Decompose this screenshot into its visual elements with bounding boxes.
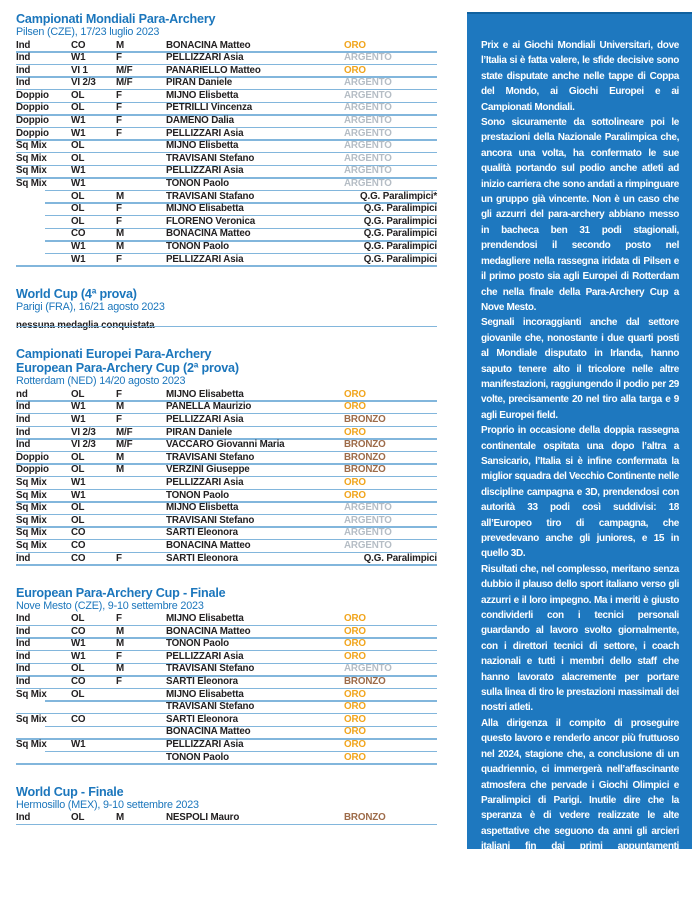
result-row <box>16 452 437 465</box>
result-row <box>16 639 437 652</box>
gender-cell: F <box>116 203 122 215</box>
event-type-cell: Ind <box>16 39 31 51</box>
competition-section <box>16 785 437 826</box>
qualification-cell: Q.G. Paralimpici <box>363 253 437 265</box>
event-type-cell: Sq Mix <box>16 489 47 501</box>
division-cell: OL <box>71 152 85 164</box>
medal-cell: ARGENTO <box>344 514 392 526</box>
division-cell: W1 <box>71 52 86 64</box>
event-type-cell: Ind <box>16 613 31 625</box>
athlete-name-cell: BONACINA Matteo <box>166 726 251 738</box>
result-row <box>16 90 437 103</box>
result-row <box>16 528 437 541</box>
editorial-text <box>481 38 679 901</box>
division-cell: W1 <box>71 253 86 265</box>
result-row <box>16 254 437 267</box>
division-cell: CO <box>71 625 86 637</box>
division-cell: W1 <box>71 401 86 413</box>
gender-cell: M <box>116 401 125 413</box>
gender-cell: M <box>116 39 125 51</box>
gender-cell: M <box>116 638 125 650</box>
result-row <box>16 128 437 141</box>
results-column <box>16 12 437 845</box>
medal-cell: BRONZO <box>344 451 386 463</box>
athlete-name-cell: MIJNO Elisabetta <box>166 688 244 700</box>
event-type-cell: Doppio <box>16 464 49 476</box>
division-cell: W1 <box>71 165 86 177</box>
athlete-name-cell: PELLIZZARI Asia <box>166 413 244 425</box>
result-row <box>16 477 437 490</box>
athlete-name-cell: MIJNO Elisabetta <box>166 388 244 400</box>
result-row <box>16 503 437 516</box>
row-separator-line <box>16 763 437 764</box>
qualification-cell: Q.G. Paralimpici <box>363 241 437 252</box>
athlete-name-cell: TRAVISANI Stefano <box>166 152 255 164</box>
gender-cell: F <box>116 127 122 139</box>
athlete-name-cell: PETRILLI Vincenza <box>166 102 253 114</box>
result-row <box>16 490 437 503</box>
medal-cell: BRONZO <box>344 676 386 688</box>
result-row <box>16 53 437 66</box>
result-row <box>16 402 437 415</box>
division-cell: OL <box>71 613 85 625</box>
event-type-cell: Ind <box>16 625 31 637</box>
division-cell: CO <box>71 39 86 51</box>
event-type-cell: Ind <box>16 663 31 675</box>
result-row <box>16 614 437 627</box>
athlete-name-cell: VACCARO Giovanni Maria <box>166 439 285 451</box>
athlete-name-cell: TRAVISANI Stefano <box>166 663 255 675</box>
section-title: European Para-Archery Cup - Finale <box>16 585 226 600</box>
gender-cell: F <box>116 115 122 127</box>
medal-cell: ARGENTO <box>344 89 392 101</box>
result-row <box>16 427 437 440</box>
competition-section <box>16 287 437 328</box>
medal-cell: ARGENTO <box>344 178 392 190</box>
qualification-cell: Q.G. Paralimpici <box>363 215 437 227</box>
medal-cell: ORO <box>344 625 366 637</box>
division-cell: CO <box>71 676 86 688</box>
medal-cell: ORO <box>344 426 366 438</box>
athlete-name-cell: MIJNO Elisbetta <box>166 140 239 152</box>
division-cell: VI 1 <box>71 64 88 76</box>
division-cell: CO <box>71 713 86 725</box>
medal-cell: ORO <box>344 613 366 625</box>
division-cell: OL <box>71 451 85 463</box>
result-row <box>16 389 437 402</box>
event-type-cell: Doppio <box>16 451 49 463</box>
medal-cell: ARGENTO <box>344 115 392 127</box>
division-cell: CO <box>71 539 86 551</box>
event-type-cell: Sq Mix <box>16 476 47 488</box>
division-cell: OL <box>71 688 85 700</box>
result-row <box>16 166 437 179</box>
event-type-cell: Doppio <box>16 115 49 127</box>
result-row <box>16 553 437 566</box>
division-cell: W1 <box>71 241 86 252</box>
gender-cell: M/F <box>116 64 133 76</box>
athlete-name-cell: TRAVISANI Stafano <box>166 190 255 202</box>
result-row <box>16 651 437 664</box>
gender-cell: M <box>116 625 125 637</box>
athlete-name-cell: BONACINA Matteo <box>166 539 251 551</box>
event-type-cell: Ind <box>16 638 31 650</box>
gender-cell: M/F <box>116 439 133 451</box>
division-cell: CO <box>71 228 86 240</box>
division-cell: VI 2/3 <box>71 439 96 451</box>
division-cell: W1 <box>71 115 86 127</box>
division-cell: W1 <box>71 178 86 190</box>
medal-cell: BRONZO <box>344 413 386 425</box>
result-row <box>16 204 437 217</box>
result-row <box>16 626 437 639</box>
event-type-cell: Sq Mix <box>16 165 47 177</box>
medal-cell: ORO <box>344 64 366 76</box>
gender-cell: M/F <box>116 77 133 89</box>
gender-cell: F <box>116 253 122 265</box>
athlete-name-cell: PELLIZZARI Asia <box>166 127 244 139</box>
athlete-name-cell: MIJNO Elisabetta <box>166 613 244 625</box>
event-type-cell: Ind <box>16 650 31 662</box>
event-type-cell: Ind <box>16 676 31 688</box>
qualification-cell: Q.G. Paralimpici <box>363 552 437 564</box>
athlete-name-cell: PELLIZZARI Asia <box>166 52 244 64</box>
athlete-name-cell: PELLIZZARI Asia <box>166 253 244 265</box>
athlete-name-cell: MIJNO Elisabetta <box>166 203 244 215</box>
event-type-cell: Ind <box>16 413 31 425</box>
athlete-name-cell: PELLIZZARI Asia <box>166 165 244 177</box>
event-type-cell: Sq Mix <box>16 527 47 539</box>
medal-cell: ARGENTO <box>344 502 392 514</box>
division-cell: OL <box>71 215 85 227</box>
gender-cell: M <box>116 812 125 824</box>
editorial-paragraph: Proprio in occasione della doppia rassegna continentale ospitata una dopo l’altra a Sansicario, l’Italia si è infine confermata la miglior squadra del Vecchio Continente nelle discipline campagna e 3D, prendendosi con autorità 33 podi così suddivisi: 18 all’Europeo tiro di campagna, che prevedevano anche gli juniores, e 15 in quello 3D. <box>481 425 679 560</box>
athlete-name-cell: FLORENO Veronica <box>166 215 256 227</box>
result-row <box>16 515 437 528</box>
medal-cell: ORO <box>344 476 366 488</box>
medal-cell: ORO <box>344 39 366 51</box>
event-type-cell: Ind <box>16 401 31 413</box>
gender-cell: F <box>116 552 122 564</box>
event-type-cell: Sq Mix <box>16 152 47 164</box>
medal-cell: ORO <box>344 751 366 763</box>
result-row <box>16 664 437 677</box>
gender-cell: F <box>116 676 122 688</box>
result-row <box>16 141 437 154</box>
athlete-name-cell: VERZINI Giuseppe <box>166 464 250 476</box>
gender-cell: M <box>116 451 125 463</box>
editorial-paragraph: Risultati che, nel complesso, meritano senza dubbio il plauso dello sport italiano verso gli azzurri e il loro impegno. Ma i meriti è giusto condividerli con i tecnici personali guardando al lavoro svolto giornalmente, con i direttori tecnici di settore, i coach nazionali e tutti i membri dello staff che hanno lavorato alacremente per portare sulla linea di tiro le prestazioni massimali dei nostri atleti. <box>481 563 679 714</box>
competition-section <box>16 347 437 565</box>
medal-cell: BRONZO <box>344 439 386 451</box>
result-row <box>16 465 437 478</box>
athlete-name-cell: BONACINA Matteo <box>166 39 251 51</box>
medal-cell: ARGENTO <box>344 663 392 675</box>
event-type-cell: Sq Mix <box>16 178 47 190</box>
division-cell: OL <box>71 388 85 400</box>
result-row <box>16 242 437 255</box>
section-subtitle: Nove Mesto (CZE), 9-10 settembre 2023 <box>16 599 204 612</box>
athlete-name-cell: TONON Paolo <box>166 751 229 763</box>
athlete-name-cell: SARTI Eleonora <box>166 527 238 539</box>
qualification-cell: Q.G. Paralimpici <box>363 228 437 240</box>
event-type-cell: Sq Mix <box>16 739 47 751</box>
result-row <box>16 689 437 702</box>
medal-cell: BRONZO <box>344 812 386 824</box>
event-type-cell: Sq Mix <box>16 713 47 725</box>
athlete-name-cell: SARTI Eleonora <box>166 713 238 725</box>
division-cell: CO <box>71 552 86 564</box>
result-row <box>16 414 437 427</box>
division-cell: OL <box>71 102 85 114</box>
result-row <box>16 116 437 129</box>
medal-cell: ORO <box>344 489 366 501</box>
athlete-name-cell: PELLIZZARI Asia <box>166 739 244 751</box>
division-cell: OL <box>71 514 85 526</box>
medal-cell: ORO <box>344 388 366 400</box>
result-row <box>16 440 437 453</box>
qualification-cell: Q.G. Paralimpici* <box>360 190 437 202</box>
section-title: World Cup (4ª prova) <box>16 286 137 301</box>
gender-cell: M <box>116 241 125 252</box>
section-subtitle: Parigi (FRA), 16/21 agosto 2023 <box>16 300 165 313</box>
qualification-cell: Q.G. Paralimpici <box>363 203 437 215</box>
event-type-cell: Sq Mix <box>16 502 47 514</box>
division-cell: OL <box>71 663 85 675</box>
medal-cell: ARGENTO <box>344 165 392 177</box>
athlete-name-cell: MIJNO Elisbetta <box>166 502 239 514</box>
division-cell: OL <box>71 89 85 101</box>
medal-cell: ARGENTO <box>344 52 392 64</box>
athlete-name-cell: PIRAN Daniele <box>166 77 233 89</box>
athlete-name-cell: TONON Paolo <box>166 489 229 501</box>
division-cell: OL <box>71 464 85 476</box>
athlete-name-cell: TRAVISANI Stefano <box>166 701 255 713</box>
editorial-paragraph: Alla dirigenza il compito di proseguire questo lavoro e renderlo ancor più fruttuoso nel 2024, stagione che, a conclusione di un quadriennio, ci immergerà nell’affascinante atmosfera che pervade i Giochi Olimpici e Paralimpici di Parigi. Inutile dire che la speranza è di vedere realizzate le alte aspettative che seguono da anni gli arcieri italiani fin dai primi appuntamenti internazionali della nuova stagione per poi vederle sbocciare definitivamente all’Esplanade des Invalides. ● <box>481 717 679 899</box>
competition-section <box>16 586 437 765</box>
event-type-cell: Sq Mix <box>16 514 47 526</box>
row-separator-line <box>16 326 437 327</box>
medal-cell: ARGENTO <box>344 527 392 539</box>
event-type-cell: Sq Mix <box>16 140 47 152</box>
result-row <box>16 191 437 204</box>
division-cell: VI 2/3 <box>71 426 96 438</box>
section-title: Campionati Europei Para-Archery <box>16 347 212 362</box>
event-type-cell: Sq Mix <box>16 539 47 551</box>
medal-cell: ARGENTO <box>344 77 392 89</box>
athlete-name-cell: BONACINA Matteo <box>166 625 251 637</box>
athlete-name-cell: PANARIELLO Matteo <box>166 64 261 76</box>
medal-cell: ORO <box>344 650 366 662</box>
result-row <box>16 752 437 765</box>
section-title-line2: European Para-Archery Cup (2ª prova) <box>16 361 239 376</box>
athlete-name-cell: TONON Paolo <box>166 178 229 190</box>
result-row <box>16 702 437 715</box>
section-title: World Cup - Finale <box>16 784 124 799</box>
section-subtitle: Pilsen (CZE), 17/23 luglio 2023 <box>16 26 160 38</box>
gender-cell: F <box>116 89 122 101</box>
event-type-cell: Doppio <box>16 127 49 139</box>
division-cell: W1 <box>71 650 86 662</box>
result-row <box>16 740 437 753</box>
editorial-box <box>467 12 692 899</box>
gender-cell: F <box>116 613 122 625</box>
medal-cell: ARGENTO <box>344 539 392 551</box>
division-cell: CO <box>71 527 86 539</box>
athlete-name-cell: TONON Paolo <box>166 241 229 252</box>
athlete-name-cell: NESPOLI Mauro <box>166 812 240 824</box>
athlete-name-cell: MIJNO Elisbetta <box>166 89 239 101</box>
medal-cell: ORO <box>344 739 366 751</box>
event-type-cell: Ind <box>16 52 31 64</box>
result-row <box>16 216 437 229</box>
editorial-paragraph: Sono sicuramente da sottolineare poi le prestazioni della Nazionale Paralimpica che, ancora una volta, ha confermato le sue qualità portando sul podio anche atleti ad inizio carriera che sono andati a rimpinguare un gruppo già vincente. Non è un caso che gli azzurri del para-archery abbiano messo in bacheca ben 31 podi stagionali, prendendosi il secondo posto nel medagliere nella rassegna iridata di Pilsen e il primo posto sia agli Europei di Rotterdam che nella finale della Para-Archery Cup a Nove Mesto. <box>481 117 679 313</box>
gender-cell: M <box>116 190 125 202</box>
event-type-cell: Ind <box>16 812 31 824</box>
event-type-cell: Ind <box>16 77 31 89</box>
athlete-name-cell: PANELLA Maurizio <box>166 401 252 413</box>
division-cell: W1 <box>71 638 86 650</box>
medal-cell: ORO <box>344 713 366 725</box>
division-cell: W1 <box>71 489 86 501</box>
division-cell: W1 <box>71 127 86 139</box>
medal-cell: ORO <box>344 688 366 700</box>
athlete-name-cell: TONON Paolo <box>166 638 229 650</box>
row-separator-line <box>16 824 437 825</box>
event-type-cell: Ind <box>16 64 31 76</box>
medal-cell: ARGENTO <box>344 127 392 139</box>
athlete-name-cell: BONACINA Matteo <box>166 228 251 240</box>
division-cell: VI 2/3 <box>71 77 96 89</box>
competition-section <box>16 12 437 267</box>
gender-cell: F <box>116 52 122 64</box>
medal-cell: ARGENTO <box>344 152 392 164</box>
result-row <box>16 727 437 740</box>
section-subtitle: Hermosillo (MEX), 9-10 settembre 2023 <box>16 798 199 811</box>
event-type-cell: nd <box>16 388 28 400</box>
gender-cell: M <box>116 228 125 240</box>
result-row <box>16 78 437 91</box>
event-type-cell: Ind <box>16 426 31 438</box>
event-type-cell: Sq Mix <box>16 688 47 700</box>
athlete-name-cell: DAMENO Dalia <box>166 115 234 127</box>
gender-cell: F <box>116 102 122 114</box>
event-type-cell: Ind <box>16 552 31 564</box>
gender-cell: M <box>116 663 125 675</box>
medal-cell: ARGENTO <box>344 140 392 152</box>
athlete-name-cell: TRAVISANI Stefano <box>166 514 255 526</box>
medal-cell: ARGENTO <box>344 102 392 114</box>
athlete-name-cell: PIRAN Daniele <box>166 426 233 438</box>
event-type-cell: Doppio <box>16 89 49 101</box>
gender-cell: F <box>116 388 122 400</box>
gender-cell: F <box>116 650 122 662</box>
medal-cell: ORO <box>344 701 366 713</box>
division-cell: W1 <box>71 739 86 751</box>
result-row <box>16 103 437 116</box>
division-cell: OL <box>71 140 85 152</box>
row-separator-line <box>16 265 437 266</box>
event-type-cell: Doppio <box>16 102 49 114</box>
no-medal-note-row <box>16 315 437 328</box>
result-row <box>16 153 437 166</box>
medal-cell: ORO <box>344 726 366 738</box>
division-cell: W1 <box>71 476 86 488</box>
event-type-cell: Ind <box>16 439 31 451</box>
division-cell: OL <box>71 203 85 215</box>
result-row <box>16 65 437 78</box>
athlete-name-cell: PELLIZZARI Asia <box>166 476 244 488</box>
athlete-name-cell: SARTI Eleonora <box>166 552 238 564</box>
athlete-name-cell: TRAVISANI Stefano <box>166 451 255 463</box>
result-row <box>16 40 437 53</box>
row-separator-line <box>16 564 437 565</box>
gender-cell: M/F <box>116 426 133 438</box>
athlete-name-cell: SARTI Eleonora <box>166 676 238 688</box>
result-row <box>16 677 437 690</box>
division-cell: OL <box>71 812 85 824</box>
division-cell: OL <box>71 502 85 514</box>
division-cell: OL <box>71 190 85 202</box>
medal-cell: ORO <box>344 638 366 650</box>
gender-cell: F <box>116 413 122 425</box>
result-row <box>16 229 437 242</box>
gender-cell: F <box>116 215 122 227</box>
division-cell: W1 <box>71 413 86 425</box>
result-row <box>16 714 437 727</box>
editorial-paragraph: Segnali incoraggianti anche dal settore giovanile che, nonostante i due quarti posti al Mondiale disputato in Irlanda, hanno saputo tenere alto il tricolore nelle altre manifestazioni, raggiungendo il podio per 29 volte, precisamente 20 nel tiro alla targa e 9 agli Europei field. <box>481 317 679 421</box>
section-subtitle: Rotterdam (NED) 14/20 agosto 2023 <box>16 375 186 388</box>
result-row <box>16 179 437 192</box>
result-row <box>16 813 437 826</box>
medal-cell: BRONZO <box>344 464 386 476</box>
athlete-name-cell: PELLIZZARI Asia <box>166 650 244 662</box>
gender-cell: M <box>116 464 125 476</box>
editorial-paragraph: Prix e ai Giochi Mondiali Universitari, dove l’Italia si è fatta valere, le sfide decisive sono state disputate anche nelle tappe di Coppa del Mondo, ai Giochi Europei e ai Campionati Mondiali. <box>481 40 679 113</box>
result-row <box>16 540 437 553</box>
medal-cell: ORO <box>344 401 366 413</box>
section-title: Campionati Mondiali Para-Archery <box>16 12 216 26</box>
